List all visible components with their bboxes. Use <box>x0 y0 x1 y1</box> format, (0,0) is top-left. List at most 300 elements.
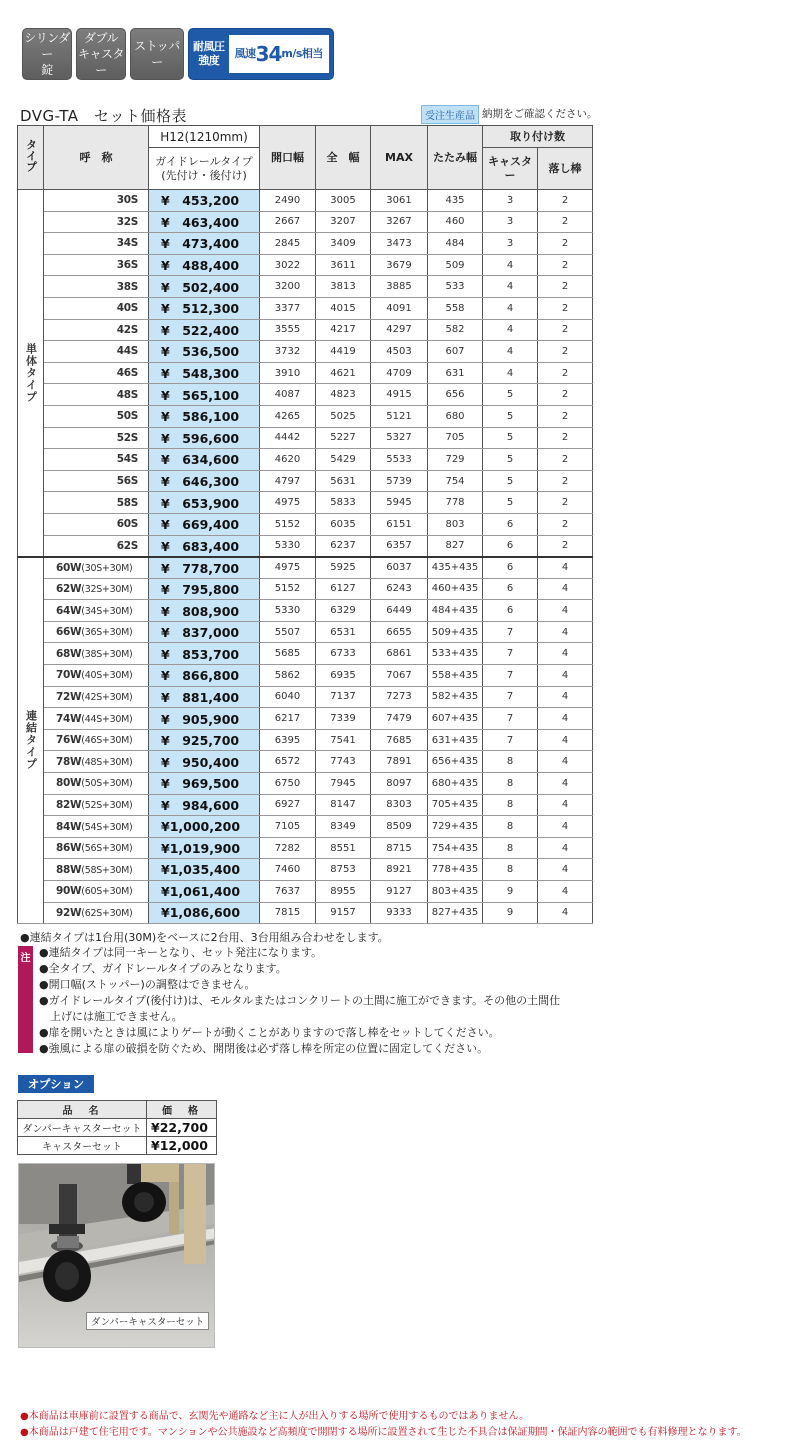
note-item: ●開口幅(ストッパー)の調整はできません。 <box>39 978 256 991</box>
row-name: 38S <box>44 276 149 298</box>
row-caster: 4 <box>483 362 538 384</box>
row-dropbar: 4 <box>538 729 593 751</box>
row-full: 6237 <box>316 535 371 557</box>
row-opening: 5507 <box>260 621 316 643</box>
row-full: 5833 <box>316 492 371 514</box>
header-opening: 開口幅 <box>260 126 316 190</box>
row-caster: 3 <box>483 211 538 233</box>
table-row <box>18 362 593 384</box>
caution-notes <box>39 945 599 1057</box>
row-price: ¥ 646,300 <box>149 470 260 492</box>
table-row <box>18 557 593 579</box>
row-name <box>44 600 149 622</box>
row-max: 6449 <box>371 600 428 622</box>
row-caster: 5 <box>483 492 538 514</box>
row-opening: 2490 <box>260 190 316 212</box>
option-table <box>17 1100 217 1155</box>
row-dropbar: 2 <box>538 319 593 341</box>
wind-unit: m/s相当 <box>281 47 323 60</box>
footer-note: ●本商品は車庫前に設置する商品で、玄関先や通路など主に人が出入りする場所で使用するものではありません。 <box>20 1411 530 1422</box>
option-name: キャスターセット <box>18 1137 147 1155</box>
row-opening: 5330 <box>260 600 316 622</box>
table-row <box>18 902 593 924</box>
footer-note: ●本商品は戸建て住宅用です。マンションや公共施設など高頻度で開閉する場所に設置されて生じた不具合は保証期間・保証内容の範囲でも有料修理となります。 <box>20 1427 747 1438</box>
row-name-code: 70W <box>56 669 82 682</box>
row-max: 6151 <box>371 513 428 535</box>
row-price: ¥1,061,400 <box>149 881 260 903</box>
row-full: 4823 <box>316 384 371 406</box>
header-h12: H12(1210mm) <box>149 126 260 148</box>
table-row <box>18 341 593 363</box>
row-folded: 582+435 <box>428 686 483 708</box>
row-price: ¥1,035,400 <box>149 859 260 881</box>
row-full: 5925 <box>316 557 371 579</box>
row-opening: 6927 <box>260 794 316 816</box>
row-name-code: 84W <box>56 820 82 833</box>
row-combination: (46S+30M) <box>81 735 133 747</box>
row-name-code: 72W <box>56 690 82 703</box>
row-caster: 9 <box>483 881 538 903</box>
row-full: 3611 <box>316 254 371 276</box>
row-full: 4015 <box>316 297 371 319</box>
table-row <box>18 254 593 276</box>
row-combination: (54S+30M) <box>81 821 133 833</box>
row-full: 7137 <box>316 686 371 708</box>
row-folded: 607 <box>428 341 483 363</box>
note-item: ●連結タイプは同一キーとなり、セット発注になります。 <box>39 946 323 959</box>
row-max: 7273 <box>371 686 428 708</box>
row-folded: 509+435 <box>428 621 483 643</box>
row-combination: (44S+30M) <box>81 713 133 725</box>
row-name: 34S <box>44 233 149 255</box>
row-max: 4503 <box>371 341 428 363</box>
row-price: ¥ 463,400 <box>149 211 260 233</box>
row-combination: (48S+30M) <box>81 756 133 768</box>
row-dropbar: 2 <box>538 384 593 406</box>
row-dropbar: 4 <box>538 578 593 600</box>
row-name-code: 62W <box>56 582 82 595</box>
group-label: 連結タイプ <box>18 557 44 924</box>
row-name-code: 78W <box>56 755 82 768</box>
row-full: 6531 <box>316 621 371 643</box>
row-full: 8955 <box>316 881 371 903</box>
row-name: 44S <box>44 341 149 363</box>
row-price: ¥ 984,600 <box>149 794 260 816</box>
row-price: ¥ 453,200 <box>149 190 260 212</box>
row-dropbar: 2 <box>538 276 593 298</box>
wind-prefix: 風速 <box>234 47 256 60</box>
row-max: 7891 <box>371 751 428 773</box>
row-max: 5739 <box>371 470 428 492</box>
row-full: 9157 <box>316 902 371 924</box>
table-row <box>18 190 593 212</box>
row-opening: 4975 <box>260 557 316 579</box>
row-folded: 803+435 <box>428 881 483 903</box>
feature-badges <box>22 28 334 80</box>
row-max: 4915 <box>371 384 428 406</box>
row-opening: 7815 <box>260 902 316 924</box>
row-name <box>44 665 149 687</box>
row-price: ¥ 881,400 <box>149 686 260 708</box>
option-price: ¥22,700 <box>147 1119 217 1137</box>
row-name-code: 64W <box>56 604 82 617</box>
row-caster: 5 <box>483 384 538 406</box>
row-name: 42S <box>44 319 149 341</box>
row-opening: 3910 <box>260 362 316 384</box>
row-price: ¥ 683,400 <box>149 535 260 557</box>
row-price: ¥ 522,400 <box>149 319 260 341</box>
row-folded: 484 <box>428 233 483 255</box>
row-full: 5429 <box>316 449 371 471</box>
option-price: ¥12,000 <box>147 1137 217 1155</box>
badge-stopper: ストッパー <box>130 28 184 80</box>
row-full: 5227 <box>316 427 371 449</box>
table-row <box>18 708 593 730</box>
row-max: 3267 <box>371 211 428 233</box>
row-name <box>44 729 149 751</box>
row-full: 3409 <box>316 233 371 255</box>
row-folded: 778+435 <box>428 859 483 881</box>
row-price: ¥ 853,700 <box>149 643 260 665</box>
row-folded: 509 <box>428 254 483 276</box>
row-price: ¥1,086,600 <box>149 902 260 924</box>
row-max: 5533 <box>371 449 428 471</box>
row-price: ¥ 548,300 <box>149 362 260 384</box>
option-tag: オプション <box>18 1075 94 1093</box>
option-row <box>18 1119 217 1137</box>
row-price: ¥ 778,700 <box>149 557 260 579</box>
row-dropbar: 4 <box>538 708 593 730</box>
table-row <box>18 621 593 643</box>
row-opening: 7637 <box>260 881 316 903</box>
row-price: ¥ 866,800 <box>149 665 260 687</box>
row-folded: 558+435 <box>428 665 483 687</box>
row-combination: (42S+30M) <box>81 691 133 703</box>
row-combination: (56S+30M) <box>81 843 133 855</box>
row-combination: (36S+30M) <box>81 627 133 639</box>
row-name <box>44 816 149 838</box>
note-linked-base: ●連結タイプは1台用(30M)をベースに2台用、3台用組み合わせをします。 <box>20 931 389 944</box>
row-opening: 5330 <box>260 535 316 557</box>
row-opening: 4265 <box>260 405 316 427</box>
row-combination: (60S+30M) <box>81 886 133 898</box>
row-caster: 9 <box>483 902 538 924</box>
row-full: 7743 <box>316 751 371 773</box>
row-name: 48S <box>44 384 149 406</box>
row-name: 60S <box>44 513 149 535</box>
row-price: ¥ 502,400 <box>149 276 260 298</box>
row-name-code: 68W <box>56 647 82 660</box>
row-opening: 5152 <box>260 578 316 600</box>
row-folded: 729+435 <box>428 816 483 838</box>
row-opening: 4087 <box>260 384 316 406</box>
row-folded: 533 <box>428 276 483 298</box>
row-folded: 827+435 <box>428 902 483 924</box>
row-folded: 656+435 <box>428 751 483 773</box>
row-caster: 7 <box>483 686 538 708</box>
row-price: ¥ 565,100 <box>149 384 260 406</box>
table-row <box>18 211 593 233</box>
row-max: 7479 <box>371 708 428 730</box>
row-full: 8551 <box>316 837 371 859</box>
row-opening: 6750 <box>260 773 316 795</box>
row-name: 56S <box>44 470 149 492</box>
header-full-width: 全 幅 <box>316 126 371 190</box>
row-combination: (50S+30M) <box>81 778 133 790</box>
row-full: 6935 <box>316 665 371 687</box>
row-full: 3207 <box>316 211 371 233</box>
row-name: 54S <box>44 449 149 471</box>
row-max: 4091 <box>371 297 428 319</box>
row-caster: 7 <box>483 643 538 665</box>
row-dropbar: 2 <box>538 492 593 514</box>
row-name: 62S <box>44 535 149 557</box>
row-name <box>44 708 149 730</box>
row-dropbar: 2 <box>538 535 593 557</box>
row-opening: 4797 <box>260 470 316 492</box>
row-price: ¥ 669,400 <box>149 513 260 535</box>
row-dropbar: 4 <box>538 881 593 903</box>
row-max: 6037 <box>371 557 428 579</box>
header-folded: たたみ幅 <box>428 126 483 190</box>
table-row <box>18 773 593 795</box>
row-caster: 3 <box>483 233 538 255</box>
row-dropbar: 4 <box>538 859 593 881</box>
row-folded: 754+435 <box>428 837 483 859</box>
row-full: 7945 <box>316 773 371 795</box>
row-name-code: 80W <box>56 777 82 790</box>
row-opening: 3732 <box>260 341 316 363</box>
row-name-code: 92W <box>56 906 82 919</box>
row-price: ¥ 653,900 <box>149 492 260 514</box>
row-dropbar: 2 <box>538 341 593 363</box>
table-row <box>18 384 593 406</box>
row-dropbar: 4 <box>538 773 593 795</box>
row-max: 9333 <box>371 902 428 924</box>
row-full: 6127 <box>316 578 371 600</box>
row-name-code: 86W <box>56 842 82 855</box>
row-dropbar: 4 <box>538 557 593 579</box>
row-folded: 680 <box>428 405 483 427</box>
row-name <box>44 794 149 816</box>
row-name <box>44 837 149 859</box>
row-dropbar: 4 <box>538 621 593 643</box>
badge-wind-resistance <box>188 28 334 80</box>
row-price: ¥1,019,900 <box>149 837 260 859</box>
row-dropbar: 2 <box>538 254 593 276</box>
row-folded: 435+435 <box>428 557 483 579</box>
row-full: 6035 <box>316 513 371 535</box>
row-opening: 7282 <box>260 837 316 859</box>
row-dropbar: 4 <box>538 751 593 773</box>
table-row <box>18 233 593 255</box>
row-name: 36S <box>44 254 149 276</box>
row-opening: 4975 <box>260 492 316 514</box>
option-name: ダンパーキャスターセット <box>18 1119 147 1137</box>
row-opening: 3200 <box>260 276 316 298</box>
header-max: MAX <box>371 126 428 190</box>
row-max: 8921 <box>371 859 428 881</box>
table-row <box>18 492 593 514</box>
row-folded: 729 <box>428 449 483 471</box>
row-caster: 4 <box>483 297 538 319</box>
row-opening: 2667 <box>260 211 316 233</box>
row-folded: 533+435 <box>428 643 483 665</box>
row-dropbar: 4 <box>538 816 593 838</box>
row-opening: 7460 <box>260 859 316 881</box>
row-name <box>44 881 149 903</box>
row-name-code: 60W <box>56 561 82 574</box>
table-row <box>18 881 593 903</box>
row-opening: 5862 <box>260 665 316 687</box>
row-dropbar: 2 <box>538 449 593 471</box>
option-row <box>18 1137 217 1155</box>
row-price: ¥ 634,600 <box>149 449 260 471</box>
row-price: ¥ 512,300 <box>149 297 260 319</box>
row-dropbar: 2 <box>538 297 593 319</box>
row-name <box>44 557 149 579</box>
row-full: 7339 <box>316 708 371 730</box>
row-max: 7685 <box>371 729 428 751</box>
row-name-code: 66W <box>56 626 82 639</box>
delivery-note: 納期をご確認ください。 <box>482 108 598 120</box>
row-folded: 803 <box>428 513 483 535</box>
row-price: ¥ 925,700 <box>149 729 260 751</box>
row-caster: 8 <box>483 859 538 881</box>
row-caster: 7 <box>483 729 538 751</box>
header-dropbar: 落し棒 <box>538 148 593 190</box>
row-opening: 7105 <box>260 816 316 838</box>
row-folded: 631+435 <box>428 729 483 751</box>
row-name-code: 76W <box>56 734 82 747</box>
row-name: 58S <box>44 492 149 514</box>
row-opening: 6395 <box>260 729 316 751</box>
row-folded: 656 <box>428 384 483 406</box>
row-name <box>44 621 149 643</box>
table-row <box>18 578 593 600</box>
caution-tag: 注 <box>18 946 33 1053</box>
row-price: ¥1,000,200 <box>149 816 260 838</box>
row-dropbar: 2 <box>538 513 593 535</box>
row-caster: 6 <box>483 557 538 579</box>
option-header-price: 価 格 <box>147 1101 217 1119</box>
row-name: 50S <box>44 405 149 427</box>
header-type: タイプ <box>18 126 44 190</box>
row-combination: (30S+30M) <box>81 562 133 574</box>
row-full: 3005 <box>316 190 371 212</box>
header-mount: 取り付け数 <box>483 126 593 148</box>
row-max: 5327 <box>371 427 428 449</box>
row-dropbar: 2 <box>538 405 593 427</box>
row-name <box>44 773 149 795</box>
table-row <box>18 729 593 751</box>
table-title: DVG-TA セット価格表 <box>20 107 187 125</box>
row-dropbar: 4 <box>538 837 593 859</box>
row-max: 8097 <box>371 773 428 795</box>
row-caster: 5 <box>483 405 538 427</box>
row-folded: 705 <box>428 427 483 449</box>
made-to-order-tag: 受注生産品 <box>421 105 479 124</box>
note-item: ●ガイドレールタイプ(後付け)は、モルタルまたはコンクリートの土間に施工ができます。その他の土間仕 上げには施工できません。 <box>39 994 561 1023</box>
row-caster: 4 <box>483 276 538 298</box>
row-max: 5945 <box>371 492 428 514</box>
table-row <box>18 837 593 859</box>
row-max: 6861 <box>371 643 428 665</box>
row-price: ¥ 795,800 <box>149 578 260 600</box>
table-row <box>18 600 593 622</box>
row-max: 9127 <box>371 881 428 903</box>
row-opening: 4442 <box>260 427 316 449</box>
row-folded: 705+435 <box>428 794 483 816</box>
row-full: 8147 <box>316 794 371 816</box>
row-dropbar: 4 <box>538 794 593 816</box>
row-caster: 8 <box>483 751 538 773</box>
table-row <box>18 297 593 319</box>
row-caster: 7 <box>483 708 538 730</box>
row-full: 5631 <box>316 470 371 492</box>
row-full: 4217 <box>316 319 371 341</box>
row-caster: 5 <box>483 427 538 449</box>
row-dropbar: 4 <box>538 665 593 687</box>
row-opening: 5152 <box>260 513 316 535</box>
note-item: ●強風による扉の破損を防ぐため、開閉後は必ず落し棒を所定の位置に固定してください。 <box>39 1042 489 1055</box>
row-max: 6357 <box>371 535 428 557</box>
row-price: ¥ 837,000 <box>149 621 260 643</box>
group-label: 単体タイプ <box>18 190 44 557</box>
row-combination: (40S+30M) <box>81 670 133 682</box>
row-full: 8753 <box>316 859 371 881</box>
row-price: ¥ 950,400 <box>149 751 260 773</box>
row-caster: 8 <box>483 773 538 795</box>
row-caster: 8 <box>483 816 538 838</box>
badge-double-caster: ダブル キャスター <box>76 28 126 80</box>
row-max: 3473 <box>371 233 428 255</box>
wind-value: 34 <box>255 42 282 66</box>
row-caster: 8 <box>483 837 538 859</box>
row-full: 4621 <box>316 362 371 384</box>
row-combination: (52S+30M) <box>81 799 133 811</box>
row-combination: (58S+30M) <box>81 864 133 876</box>
note-item: ●扉を開いたときは風によりゲートが動くことがありますので落し棒をセットしてください。 <box>39 1026 500 1039</box>
row-folded: 827 <box>428 535 483 557</box>
row-caster: 5 <box>483 470 538 492</box>
row-full: 4419 <box>316 341 371 363</box>
badge-cylinder-lock: シリンダー 錠 <box>22 28 72 80</box>
row-name <box>44 751 149 773</box>
row-full: 5025 <box>316 405 371 427</box>
row-folded: 435 <box>428 190 483 212</box>
row-price: ¥ 808,900 <box>149 600 260 622</box>
row-caster: 7 <box>483 665 538 687</box>
row-opening: 2845 <box>260 233 316 255</box>
row-price: ¥ 905,900 <box>149 708 260 730</box>
row-caster: 6 <box>483 513 538 535</box>
row-name: 32S <box>44 211 149 233</box>
row-max: 3679 <box>371 254 428 276</box>
row-name-code: 88W <box>56 863 82 876</box>
row-name-code: 82W <box>56 798 82 811</box>
row-combination: (32S+30M) <box>81 583 133 595</box>
row-max: 3061 <box>371 190 428 212</box>
row-full: 7541 <box>316 729 371 751</box>
row-caster: 6 <box>483 578 538 600</box>
row-max: 5121 <box>371 405 428 427</box>
row-combination: (34S+30M) <box>81 605 133 617</box>
row-name <box>44 859 149 881</box>
row-max: 6655 <box>371 621 428 643</box>
row-folded: 607+435 <box>428 708 483 730</box>
row-opening: 3022 <box>260 254 316 276</box>
